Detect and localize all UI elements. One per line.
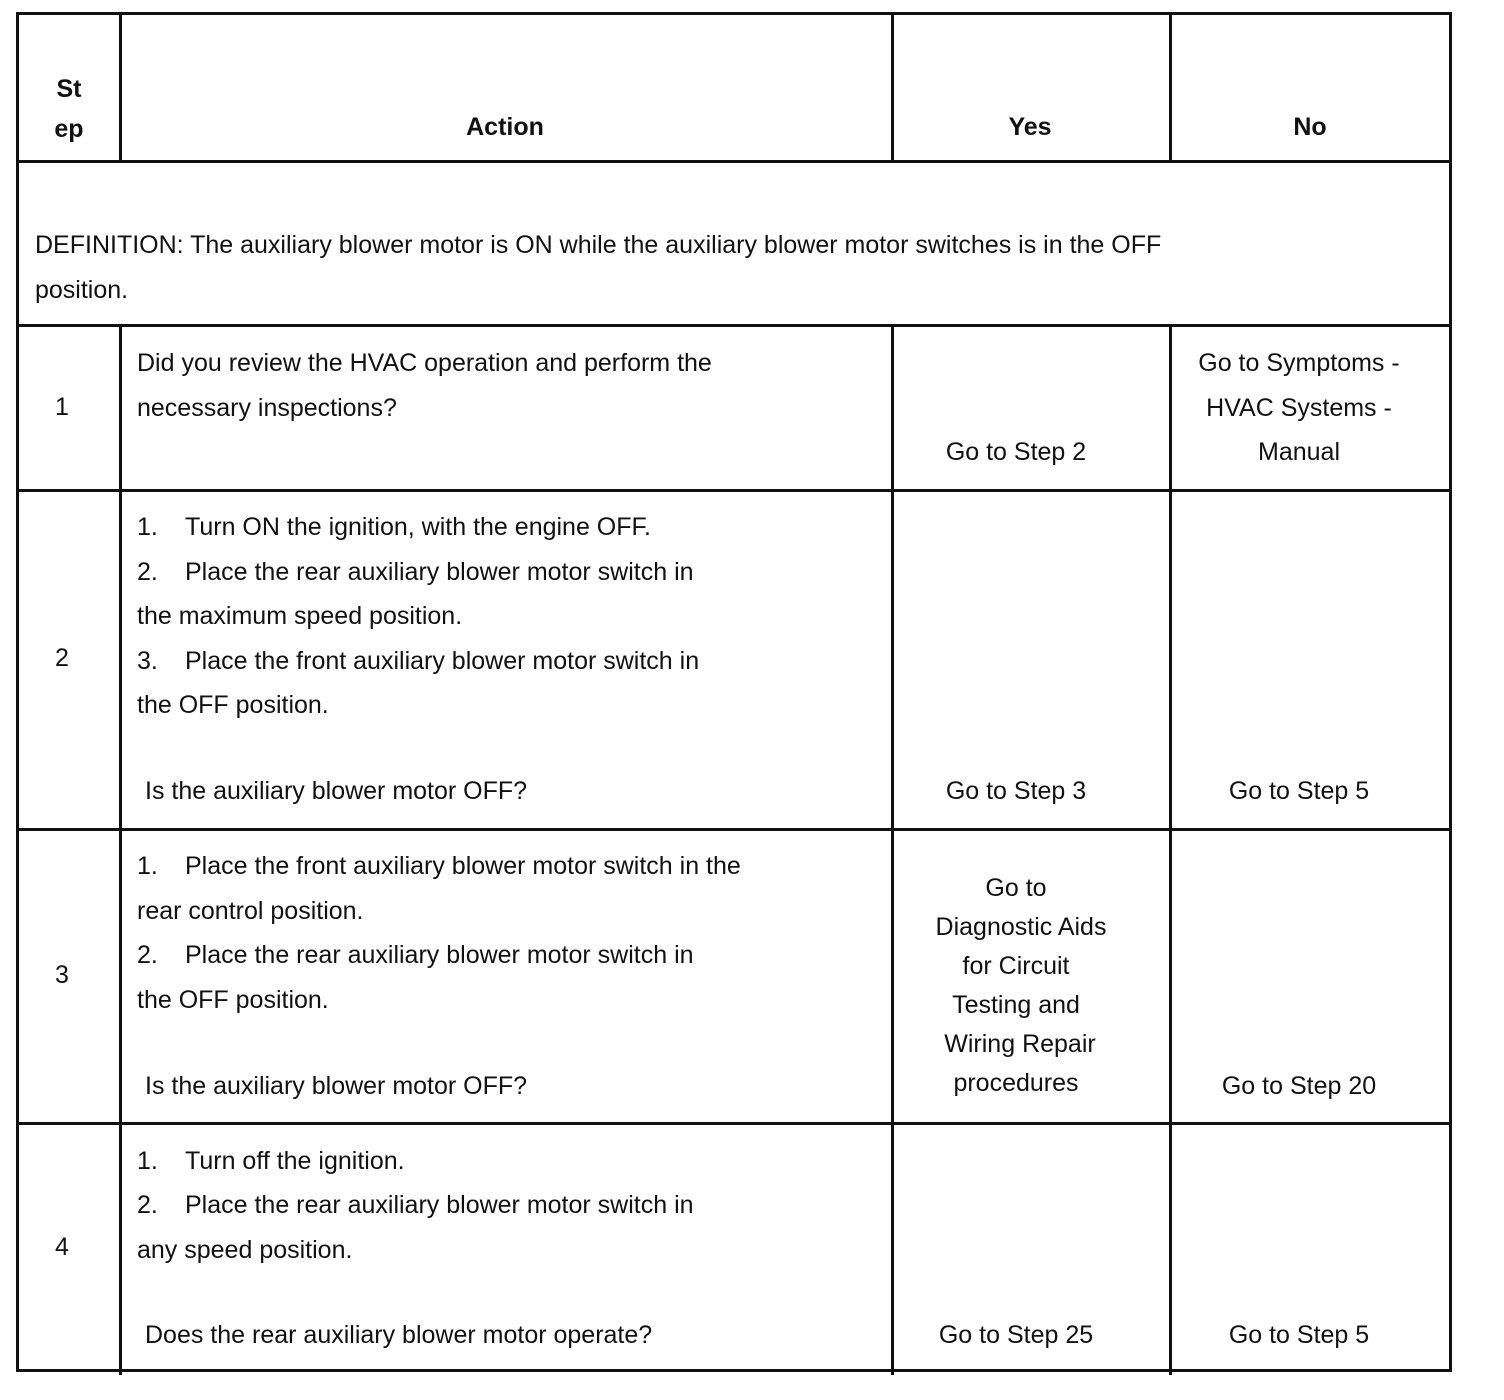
row-divider [19,489,1449,492]
yes-result-line: Wiring Repair [944,1030,1096,1058]
no-result: Go to Step 5 [1228,1321,1370,1349]
no-result: Go to Step 20 [1221,1072,1377,1100]
list-continuation: the maximum speed position. [137,602,463,630]
column-divider [119,325,122,1375]
no-result: Manual [1258,438,1340,466]
action-text: Did you review the HVAC operation and perform the [137,349,712,377]
yes-result-line: procedures [953,1069,1079,1097]
diagnostic-table [16,12,1452,1372]
list-text: Turn ON the ignition, with the engine OFF. [185,513,651,541]
header-step [19,69,119,149]
yes-result-line: for Circuit [962,952,1070,980]
definition-line2: position. [35,276,129,304]
list-item [137,550,694,594]
list-number: 1. [137,852,158,880]
yes-result-line: Testing and [952,991,1080,1019]
yes-result: Go to Step 25 [938,1321,1094,1349]
list-text: Turn off the ignition. [185,1147,405,1175]
yes-result: Go to Step 3 [945,777,1087,805]
header-action: Action [466,113,544,141]
action-text: necessary inspections? [137,394,397,422]
step-number: 1 [55,393,69,421]
no-result: Go to Symptoms - [1198,349,1400,377]
no-result: Go to Step 5 [1228,777,1370,805]
row-divider [19,324,1449,327]
list-text: Place the front auxiliary blower motor switch in [185,647,700,675]
yes-result [891,869,1141,1103]
yes-result-line: Go to [985,874,1047,902]
list-item [137,844,741,888]
column-divider [1169,325,1172,1375]
no-result: HVAC Systems - [1206,394,1392,422]
list-item [137,1139,405,1183]
list-continuation: any speed position. [137,1236,353,1264]
definition-line1: DEFINITION: The auxiliary blower motor is ON while the auxiliary blower motor switches is in the OFF [35,231,1162,259]
list-number: 1. [137,513,158,541]
header-no: No [1293,113,1327,141]
question-text: Does the rear auxiliary blower motor operate? [145,1321,653,1349]
list-text: Place the rear auxiliary blower motor switch in [185,558,694,586]
list-number: 2. [137,558,158,586]
yes-result: Go to Step 2 [945,438,1087,466]
list-item [137,933,694,977]
list-continuation: the OFF position. [137,691,329,719]
list-number: 2. [137,941,158,969]
list-item [137,505,651,549]
list-text: Place the front auxiliary blower motor switch in the [185,852,741,880]
header-step-line1: St [56,75,82,103]
step-number: 2 [55,644,69,672]
list-continuation: the OFF position. [137,986,329,1014]
list-item [137,639,699,683]
question-text: Is the auxiliary blower motor OFF? [145,777,528,805]
list-number: 3. [137,647,158,675]
list-item [137,1183,694,1227]
list-text: Place the rear auxiliary blower motor switch in [185,941,694,969]
list-number: 1. [137,1147,158,1175]
header-step-line2: ep [54,115,84,143]
yes-result-line: Diagnostic Aids [935,913,1107,941]
row-divider [19,160,1449,163]
step-number: 4 [55,1233,69,1261]
step-number: 3 [55,961,69,989]
column-divider [891,325,894,1375]
header-yes: Yes [1008,113,1052,141]
list-text: Place the rear auxiliary blower motor switch in [185,1191,694,1219]
row-divider [19,1122,1449,1125]
row-divider [19,828,1449,831]
list-continuation: rear control position. [137,897,364,925]
list-number: 2. [137,1191,158,1219]
question-text: Is the auxiliary blower motor OFF? [145,1072,528,1100]
